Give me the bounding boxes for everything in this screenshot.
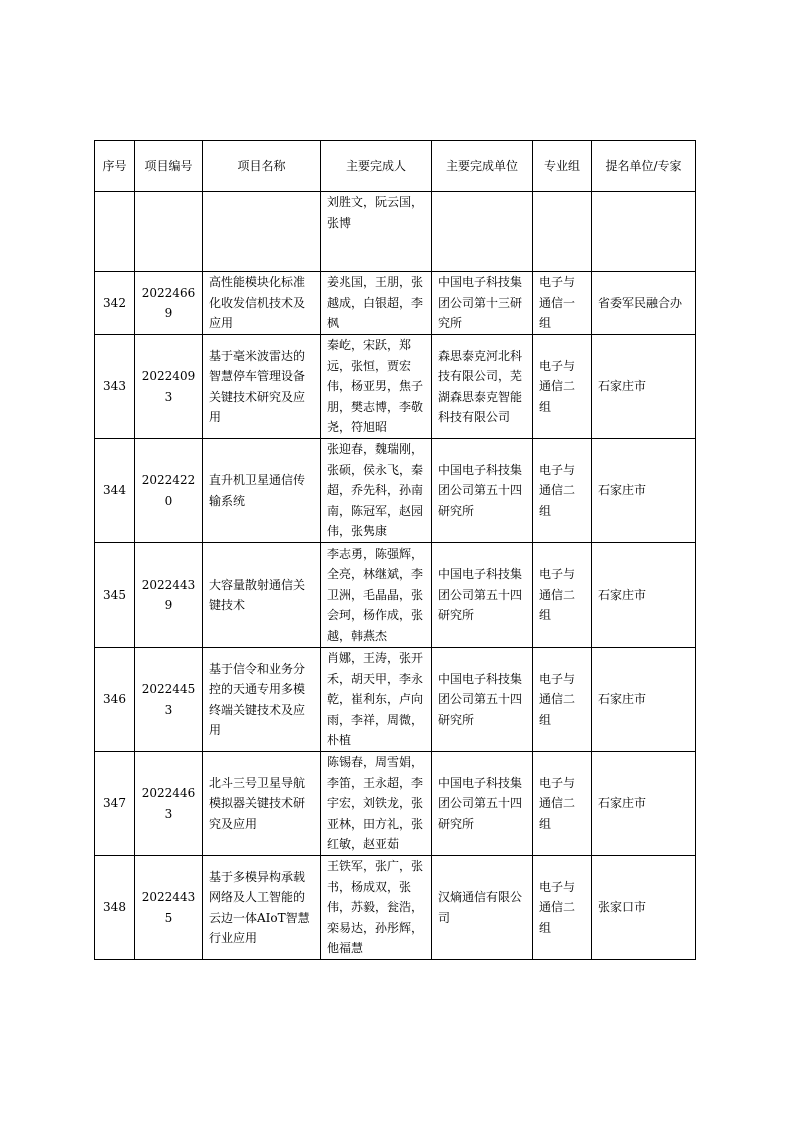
cell-main-units: 中国电子科技集团公司第十三研究所	[432, 272, 533, 335]
cell-nominator: 省委军民融合办	[592, 272, 696, 335]
cell-specialty-group: 电子与通信一组	[533, 272, 592, 335]
header-project-name: 项目名称	[203, 141, 321, 192]
cell-main-contributors: 肖娜，王涛，张开禾，胡天甲，李永乾，崔利东，卢向雨，李祥，周微，朴植	[321, 648, 432, 752]
awards-table	[94, 140, 696, 960]
cell-specialty-group: 电子与通信二组	[533, 856, 592, 960]
table-row	[95, 543, 696, 648]
cell-serial-no: 345	[95, 543, 135, 648]
cell-project-name: 大容量散射通信关键技术	[203, 543, 321, 648]
cell-project-name: 基于信令和业务分控的天通专用多模终端关键技术及应用	[203, 648, 321, 752]
cell-nominator: 石家庄市	[592, 648, 696, 752]
cell-specialty-group: 电子与通信二组	[533, 648, 592, 752]
cell-main-units	[432, 192, 533, 272]
cell-specialty-group: 电子与通信二组	[533, 439, 592, 543]
cell-main-units: 中国电子科技集团公司第五十四研究所	[432, 439, 533, 543]
cell-specialty-group: 电子与通信二组	[533, 752, 592, 856]
cell-specialty-group	[533, 192, 592, 272]
cell-main-contributors: 刘胜文，阮云国，张博	[321, 192, 432, 272]
table-row	[95, 752, 696, 856]
cell-main-contributors: 张迎春，魏瑞刚，张硕，侯永飞，秦超，乔先科，孙南南，陈冠军，赵园伟，张隽康	[321, 439, 432, 543]
cell-project-code: 20224669	[135, 272, 203, 335]
cell-specialty-group: 电子与通信二组	[533, 335, 592, 439]
cell-serial-no: 347	[95, 752, 135, 856]
cell-serial-no: 342	[95, 272, 135, 335]
cell-nominator: 石家庄市	[592, 439, 696, 543]
table-row-continuation	[95, 192, 696, 272]
header-row	[95, 141, 696, 192]
cell-main-contributors: 秦屹，宋跃，郑远，张恒，贾宏伟，杨亚男，焦子朋，樊志博，李敬尧，符旭昭	[321, 335, 432, 439]
cell-nominator: 石家庄市	[592, 335, 696, 439]
header-main-contributors: 主要完成人	[321, 141, 432, 192]
header-project-code: 项目编号	[135, 141, 203, 192]
cell-main-units: 中国电子科技集团公司第五十四研究所	[432, 752, 533, 856]
cell-project-name: 高性能模块化标准化收发信机技术及应用	[203, 272, 321, 335]
cell-project-name: 北斗三号卫星导航模拟器关键技术研究及应用	[203, 752, 321, 856]
table-row	[95, 335, 696, 439]
cell-project-code: 20224435	[135, 856, 203, 960]
cell-main-contributors: 姜兆国，王朋，张越成，白银超，李枫	[321, 272, 432, 335]
cell-project-name	[203, 192, 321, 272]
header-specialty-group: 专业组	[533, 141, 592, 192]
header-nominator: 提名单位/专家	[592, 141, 696, 192]
table-row	[95, 648, 696, 752]
cell-main-contributors: 王铁军，张广，张书，杨成双，张伟，苏毅，瓮浩，栾易达，孙彤辉，他福慧	[321, 856, 432, 960]
cell-nominator: 石家庄市	[592, 752, 696, 856]
cell-project-name: 基于毫米波雷达的智慧停车管理设备关键技术研究及应用	[203, 335, 321, 439]
cell-main-units: 中国电子科技集团公司第五十四研究所	[432, 648, 533, 752]
cell-main-units: 森思泰克河北科技有限公司，芜湖森思泰克智能科技有限公司	[432, 335, 533, 439]
header-serial-no: 序号	[95, 141, 135, 192]
cell-specialty-group: 电子与通信二组	[533, 543, 592, 648]
table-row	[95, 272, 696, 335]
header-main-units: 主要完成单位	[432, 141, 533, 192]
table-row	[95, 439, 696, 543]
cell-project-code: 20224439	[135, 543, 203, 648]
cell-serial-no	[95, 192, 135, 272]
cell-main-units: 汉熵通信有限公司	[432, 856, 533, 960]
cell-project-code: 20224463	[135, 752, 203, 856]
cell-serial-no: 346	[95, 648, 135, 752]
cell-project-name: 基于多模异构承载网络及人工智能的云边一体AIoT智慧行业应用	[203, 856, 321, 960]
cell-main-units: 中国电子科技集团公司第五十四研究所	[432, 543, 533, 648]
cell-serial-no: 343	[95, 335, 135, 439]
cell-project-code	[135, 192, 203, 272]
cell-project-code: 20224453	[135, 648, 203, 752]
cell-project-code: 20224220	[135, 439, 203, 543]
cell-main-contributors: 李志勇，陈强辉，全亮，林继斌，李卫洲，毛晶晶，张会珂，杨作成，张越，韩燕杰	[321, 543, 432, 648]
cell-project-code: 20224093	[135, 335, 203, 439]
cell-nominator: 张家口市	[592, 856, 696, 960]
cell-nominator: 石家庄市	[592, 543, 696, 648]
cell-project-name: 直升机卫星通信传输系统	[203, 439, 321, 543]
cell-serial-no: 348	[95, 856, 135, 960]
cell-nominator	[592, 192, 696, 272]
cell-main-contributors: 陈锡春，周雪娟，李笛，王永超，李宇宏，刘铁龙，张亚林，田方礼，张红敏，赵亚茹	[321, 752, 432, 856]
cell-serial-no: 344	[95, 439, 135, 543]
table-row	[95, 856, 696, 960]
